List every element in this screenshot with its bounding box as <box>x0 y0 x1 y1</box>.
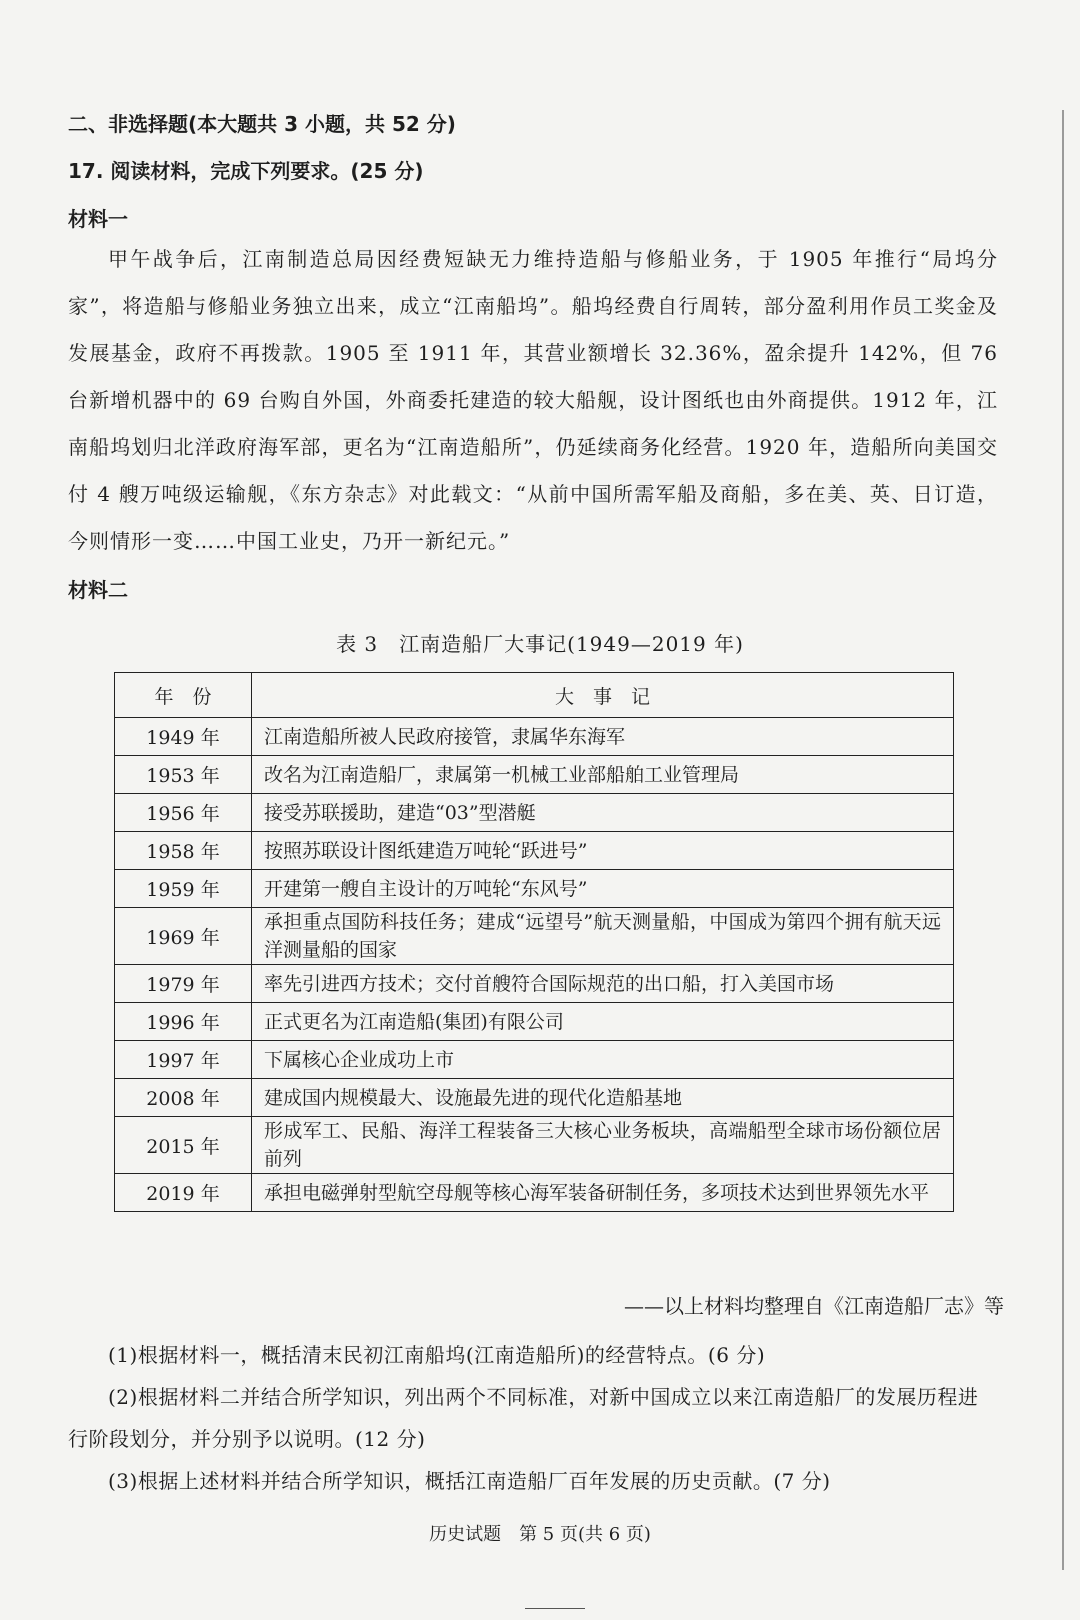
event-cell: 承担重点国防科技任务；建成“远望号”航天测量船，中国成为第四个拥有航天远洋测量船的国家 <box>252 908 954 965</box>
table-row <box>115 870 954 908</box>
table-header-row <box>115 673 954 718</box>
question-3: (3)根据上述材料并结合所学知识，概括江南造船厂百年发展的历史贡献。(7 分) <box>108 1469 831 1493</box>
year-cell: 2015 年 <box>115 1117 252 1174</box>
page-footer: 历史试题 第 5 页(共 6 页) <box>429 1524 651 1545</box>
event-cell: 形成军工、民船、海洋工程装备三大核心业务板块，高端船型全球市场份额位居前列 <box>252 1117 954 1174</box>
event-cell: 按照苏联设计图纸建造万吨轮“跃进号” <box>252 832 954 870</box>
material1-label: 材料一 <box>68 207 128 231</box>
year-cell: 2008 年 <box>115 1079 252 1117</box>
table-row <box>115 1003 954 1041</box>
event-cell: 建成国内规模最大、设施最先进的现代化造船基地 <box>252 1079 954 1117</box>
question-title: 17. 阅读材料，完成下列要求。(25 分) <box>68 159 424 183</box>
year-cell: 1996 年 <box>115 1003 252 1041</box>
material1-text: 甲午战争后，江南制造总局因经费短缺无力维持造船与修船业务，于 1905 年推行“局坞分家”，将造船与修船业务独立出来，成立“江南船坞”。船坞经费自行周转，部分盈利用作员工奖金及发展基金，政府不再拨款。1905 至 1911 年，其营业额增长 32.36%，盈余提升 142%，但 76 台新增机器中的 69 台购自外国，外商委托建造的较大船舰，设计图纸也由外商提供。1912 年，江南船坞划归北洋政府海军部，更名为“江南造船所”，仍延续商务化经营。1920 年，造船所向美国交付 4 艘万吨级运输舰，《东方杂志》对此载文：“从前中国所需军船及商船，多在美、英、日订造，今则情形一变……中国工业史，乃开一新纪元。” <box>68 247 998 553</box>
table-row <box>115 1117 954 1174</box>
table-row <box>115 718 954 756</box>
event-cell: 下属核心企业成功上市 <box>252 1041 954 1079</box>
event-cell: 率先引进西方技术；交付首艘符合国际规范的出口船，打入美国市场 <box>252 965 954 1003</box>
event-cell: 开建第一艘自主设计的万吨轮“东风号” <box>252 870 954 908</box>
table-row <box>115 1079 954 1117</box>
year-cell: 1997 年 <box>115 1041 252 1079</box>
events-table <box>114 672 954 1212</box>
table-row <box>115 1174 954 1212</box>
page-margin-line <box>1062 110 1064 1570</box>
year-cell: 1979 年 <box>115 965 252 1003</box>
table-row <box>115 794 954 832</box>
table-row <box>115 832 954 870</box>
source-note: ——以上材料均整理自《江南造船厂志》等 <box>624 1294 1004 1318</box>
table-row <box>115 965 954 1003</box>
table-row <box>115 756 954 794</box>
column-header-event: 大 事 记 <box>252 673 954 718</box>
material2-label: 材料二 <box>68 578 128 602</box>
year-cell: 2019 年 <box>115 1174 252 1212</box>
column-header-year: 年 份 <box>115 673 252 718</box>
table-row <box>115 908 954 965</box>
year-cell: 1956 年 <box>115 794 252 832</box>
question-2: (2)根据材料二并结合所学知识，列出两个不同标准，对新中国成立以来江南造船厂的发展历程进行阶段划分，并分别予以说明。(12 分) <box>68 1385 979 1451</box>
event-cell: 承担电磁弹射型航空母舰等核心海军装备研制任务，多项技术达到世界领先水平 <box>252 1174 954 1212</box>
event-cell: 改名为江南造船厂，隶属第一机械工业部船舶工业管理局 <box>252 756 954 794</box>
year-cell: 1969 年 <box>115 908 252 965</box>
table-row <box>115 1041 954 1079</box>
event-cell: 接受苏联援助，建造“03”型潜艇 <box>252 794 954 832</box>
year-cell: 1959 年 <box>115 870 252 908</box>
year-cell: 1949 年 <box>115 718 252 756</box>
table-caption: 表 3 江南造船厂大事记(1949—2019 年) <box>336 632 744 656</box>
event-cell: 正式更名为江南造船(集团)有限公司 <box>252 1003 954 1041</box>
bottom-mark <box>525 1608 585 1609</box>
year-cell: 1953 年 <box>115 756 252 794</box>
year-cell: 1958 年 <box>115 832 252 870</box>
event-cell: 江南造船所被人民政府接管，隶属华东海军 <box>252 718 954 756</box>
section-title: 二、非选择题(本大题共 3 小题，共 52 分) <box>68 112 456 136</box>
question-1: (1)根据材料一，概括清末民初江南船坞(江南造船所)的经营特点。(6 分) <box>108 1343 766 1367</box>
